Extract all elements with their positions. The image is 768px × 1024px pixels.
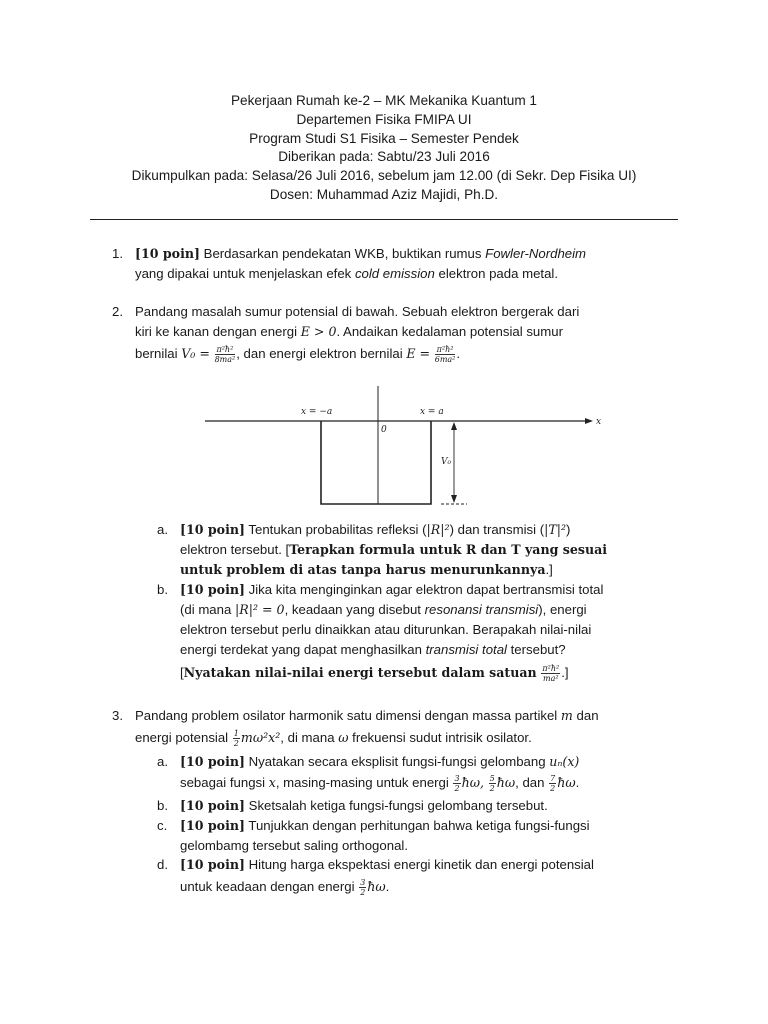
text: , di mana	[280, 730, 339, 745]
emphasis: resonansi transmisi	[424, 602, 539, 617]
text: yang dipakai untuk menjelaskan efek	[135, 266, 355, 281]
numerator: 1	[233, 729, 239, 739]
text: .]	[561, 665, 569, 680]
math: |R|² = 0	[234, 602, 285, 617]
text: energi terdekat yang dapat menghasilkan	[180, 642, 426, 657]
question-1	[112, 244, 682, 284]
text: Pandang masalah sumur potensial di bawah. Sebuah elektron bergerak dari	[135, 304, 580, 319]
text: .]	[545, 562, 553, 577]
fraction	[541, 664, 560, 683]
fraction	[435, 345, 456, 364]
math: m	[560, 708, 573, 723]
emphasis: transmisi total	[425, 642, 507, 657]
text: , masing-masing untuk energi	[275, 775, 453, 790]
fraction	[215, 345, 236, 364]
text: , keadaan yang disebut	[284, 602, 425, 617]
potential-well-diagram	[205, 376, 605, 516]
numerator: π²ħ²	[436, 345, 454, 355]
x-axis-label: x	[596, 417, 602, 427]
item-label: d.	[157, 857, 168, 872]
numerator: 7	[550, 774, 556, 784]
text: .	[575, 775, 580, 790]
right-wall-label: x = a	[420, 407, 444, 417]
denominator: 6ma²	[434, 355, 456, 365]
text: , dan	[515, 775, 549, 790]
text: Berdasarkan pendekatan WKB, buktikan rumus	[199, 246, 486, 261]
math: mω²x²	[240, 730, 281, 745]
points-label: [10 poin]	[135, 246, 200, 261]
text: (di mana	[180, 602, 235, 617]
text: bernilai	[135, 346, 182, 361]
text: , dan energi elektron bernilai	[236, 346, 407, 361]
numerator: 3	[454, 774, 460, 784]
math: |R|²	[426, 522, 450, 537]
numerator: 5	[489, 774, 495, 784]
math: E =	[406, 346, 431, 361]
text: . Andaikan kedalaman potensial sumur	[336, 324, 563, 339]
text: elektron pada metal.	[434, 266, 559, 281]
math: E > 0	[300, 324, 337, 339]
depth-label: V₀	[441, 457, 452, 467]
points-label: [10 poin]	[180, 754, 245, 769]
text: Pandang problem osilator harmonik satu dimensi dengan massa partikel	[135, 708, 561, 723]
math: ħω	[496, 775, 516, 790]
emphasis: cold emission	[354, 266, 435, 281]
numerator: 3	[360, 878, 366, 888]
text: elektron tersebut perlu dinaikkan atau diturunkan. Berapakah nilai-nilai	[180, 622, 592, 637]
text: Sketsalah ketiga fungsi-fungsi gelombang tersebut.	[244, 798, 548, 813]
points-label: [10 poin]	[180, 818, 245, 833]
study-program: Program Studi S1 Fisika – Semester Pendek	[249, 130, 519, 146]
x-axis-arrow-icon	[585, 418, 593, 424]
denominator: 2	[360, 888, 366, 898]
left-wall-label: x = −a	[301, 407, 333, 417]
math: ω	[338, 730, 349, 745]
text: elektron tersebut. [	[180, 542, 290, 557]
points-label: [10 poin]	[180, 857, 245, 872]
question-2a	[112, 520, 682, 580]
text: Hitung harga ekspektasi energi kinetik dan energi potensial	[244, 857, 594, 872]
math: ħω	[367, 879, 386, 894]
fraction	[233, 729, 240, 748]
points-label: [10 poin]	[180, 798, 245, 813]
math: x	[268, 775, 276, 790]
item-label: b.	[157, 582, 168, 597]
question-3a	[112, 752, 682, 793]
item-label: b.	[157, 798, 168, 813]
math: |T|²	[544, 522, 567, 537]
denominator: 2	[489, 784, 495, 794]
question-3c	[112, 816, 682, 856]
document-header	[0, 92, 768, 205]
text: sebagai fungsi	[180, 775, 269, 790]
text: Tunjukkan dengan perhitungan bahwa ketiga fungsi-fungsi	[244, 818, 590, 833]
text: untuk keadaan dengan energi	[180, 879, 359, 894]
well-outline	[321, 421, 431, 504]
bold-instruction: Nyatakan nilai-nilai energi tersebut dalam satuan	[183, 665, 537, 680]
arrow-down-icon	[451, 495, 457, 503]
arrow-up-icon	[451, 422, 457, 430]
math: V₀ =	[181, 346, 210, 361]
math: ħω	[557, 775, 576, 790]
fraction	[359, 878, 366, 897]
text: frekuensi sudut intrisik osilator.	[348, 730, 532, 745]
text: ) dan transmisi (	[449, 522, 545, 537]
numerator: π²ħ²	[216, 345, 234, 355]
denominator: ma²	[543, 674, 559, 684]
text: )	[566, 522, 571, 537]
text: Nyatakan secara eksplisit fungsi-fungsi gelombang	[244, 754, 550, 769]
emphasis: Fowler-Nordheim	[485, 246, 587, 261]
lecturer: Dosen: Muhammad Aziz Majidi, Ph.D.	[269, 186, 499, 202]
points-label: [10 poin]	[180, 582, 245, 597]
question-3d	[112, 855, 682, 897]
item-label: a.	[157, 754, 168, 769]
math: ħω,	[461, 775, 484, 790]
points-label: [10 poin]	[180, 522, 245, 537]
due-date: Dikumpulkan pada: Selasa/26 Juli 2016, sebelum jam 12.00 (di Sekr. Dep Fisika UI)	[131, 168, 637, 184]
question-number: 2.	[112, 304, 123, 319]
text: [	[180, 665, 184, 680]
question-3b	[112, 796, 682, 816]
question-2	[112, 302, 682, 364]
text: Jika kita menginginkan agar elektron dapat bertransmisi total	[244, 582, 604, 597]
denominator: 2	[233, 739, 239, 749]
text: tersebut?	[506, 642, 566, 657]
question-3	[112, 706, 682, 748]
item-label: a.	[157, 522, 168, 537]
question-2b	[112, 580, 682, 683]
given-date: Diberikan pada: Sabtu/23 Juli 2016	[278, 149, 490, 165]
denominator: 8ma²	[214, 355, 236, 365]
text: energi potensial	[135, 730, 232, 745]
text: ), energi	[538, 602, 587, 617]
text: .	[385, 879, 390, 894]
text: Tentukan probabilitas refleksi (	[244, 522, 427, 537]
question-number: 1.	[112, 246, 123, 261]
text: gelombamg tersebut saling orthogonal.	[180, 838, 408, 853]
bold-instruction: Terapkan formula untuk R dan T yang sesuai	[289, 542, 608, 557]
text: dan	[572, 708, 599, 723]
denominator: 2	[550, 784, 556, 794]
text: kiri ke kanan dengan energi	[135, 324, 301, 339]
fraction	[453, 774, 460, 793]
bold-instruction: untuk problem di atas tanpa harus menurunkannya	[180, 562, 546, 577]
question-number: 3.	[112, 708, 123, 723]
numerator: π²ħ²	[542, 664, 560, 674]
department: Departemen Fisika FMIPA UI	[296, 111, 472, 127]
item-label: c.	[157, 818, 168, 833]
origin-label: 0	[381, 425, 387, 435]
math: uₙ(x)	[549, 754, 580, 769]
assignment-title: Pekerjaan Rumah ke-2 – MK Mekanika Kuantum 1	[230, 93, 537, 108]
denominator: 2	[454, 784, 460, 794]
text: .	[456, 346, 461, 361]
header-divider	[90, 219, 678, 220]
fraction	[489, 774, 496, 793]
fraction	[549, 774, 556, 793]
